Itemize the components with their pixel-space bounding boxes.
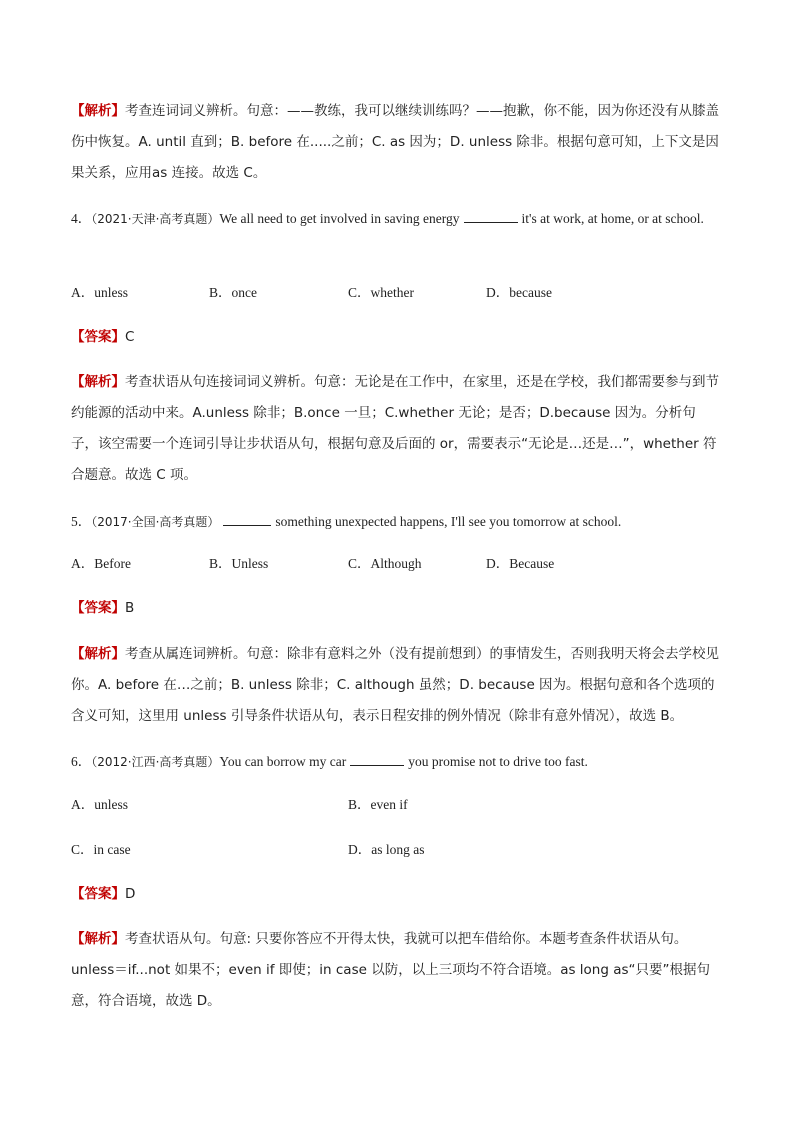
explanation-q4 <box>71 367 721 491</box>
option-a: A．unless <box>71 797 128 812</box>
option-d: D．Because <box>486 556 555 571</box>
option-a: A．unless <box>71 285 128 300</box>
explanation-tag: 【解析】 <box>71 931 125 947</box>
explanation-text: 考查连词词义辨析。句意：——教练，我可以继续训练吗？——抱歉，你不能，因为你还没有从膝盖伤中恢复。A. until 直到；B. before 在.....之前；C. as 因为；D. unless 除非。根据句意可知，上下文是因果关系，应用as 连接。故选 C。 <box>71 103 719 181</box>
explanation-text: 考查状语从句。句意: 只要你答应不开得太快，我就可以把车借给你。本题考查条件状语从句。unless＝if...not 如果不；even if 即使；in case 以防，以上三项均不符合语境。as long as“只要”根据句意，符合语境，故选 D。 <box>71 931 711 1009</box>
explanation-tag: 【解析】 <box>71 646 125 662</box>
explanation-q6 <box>71 924 721 1017</box>
answer-blank <box>464 221 518 223</box>
question-source: （2017·全国·高考真题） <box>91 515 220 529</box>
answer-blank <box>223 524 271 526</box>
question-stem-after: it's at work, at home, or at school. <box>521 211 704 226</box>
option-d: D．as long as <box>348 842 425 857</box>
explanation-q5 <box>71 639 721 732</box>
question-stem-before: You can borrow my car <box>219 754 347 769</box>
answer-value: D <box>125 886 136 902</box>
question-stem-after: something unexpected happens, I'll see you tomorrow at school. <box>275 514 622 529</box>
answer-tag: 【答案】 <box>71 886 125 902</box>
question-number: 5． <box>71 514 92 529</box>
answer-q5 <box>71 593 721 624</box>
explanation-text: 考查从属连词辨析。句意：除非有意料之外（没有提前想到）的事情发生，否则我明天将会去学校见你。A. before 在…之前；B. unless 除非；C. although 虽然；D. because 因为。根据句意和各个选项的含义可知，这里用 unless 引导条件状语从句，表示日程安排的例外情况（除非有意外情况），故选 B。 <box>71 646 719 724</box>
answer-q6 <box>71 879 721 910</box>
answer-q4 <box>71 322 721 353</box>
option-b: B．Unless <box>209 556 269 571</box>
option-d: D．because <box>486 285 552 300</box>
question-6 <box>71 746 721 778</box>
explanation-text: 考查状语从句连接词词义辨析。句意：无论是在工作中，在家里，还是在学校，我们都需要参与到节约能源的活动中来。A.unless 除非；B.once 一旦；C.whether 无论；是否；D.because 因为。分析句子，该空需要一个连词引导让步状语从句，根据句意及后面的 or，需要表示“无论是…还是…”，whether 符合题意。故选 C 项。 <box>71 374 719 483</box>
answer-tag: 【答案】 <box>71 329 125 345</box>
option-c: C．in case <box>71 842 131 857</box>
question-number: 6． <box>71 754 92 769</box>
explanation-q3 <box>71 96 721 189</box>
answer-blank <box>350 764 404 766</box>
question-stem-before: We all need to get involved in saving energy <box>219 211 460 226</box>
question-source: （2021·天津·高考真题） <box>91 212 220 226</box>
explanation-tag: 【解析】 <box>71 374 125 390</box>
answer-tag: 【答案】 <box>71 600 125 616</box>
option-b: B．even if <box>348 797 408 812</box>
option-c: C．whether <box>348 285 414 300</box>
question-source: （2012·江西·高考真题） <box>91 755 220 769</box>
option-b: B．once <box>209 285 257 300</box>
option-c: C．Although <box>348 556 422 571</box>
answer-value: B <box>125 600 135 616</box>
question-stem-after: you promise not to drive too fast. <box>408 754 588 769</box>
question-number: 4． <box>71 211 92 226</box>
question-4 <box>71 203 721 235</box>
explanation-tag: 【解析】 <box>71 103 125 119</box>
option-a: A．Before <box>71 556 131 571</box>
question-5 <box>71 506 721 538</box>
answer-value: C <box>125 329 135 345</box>
